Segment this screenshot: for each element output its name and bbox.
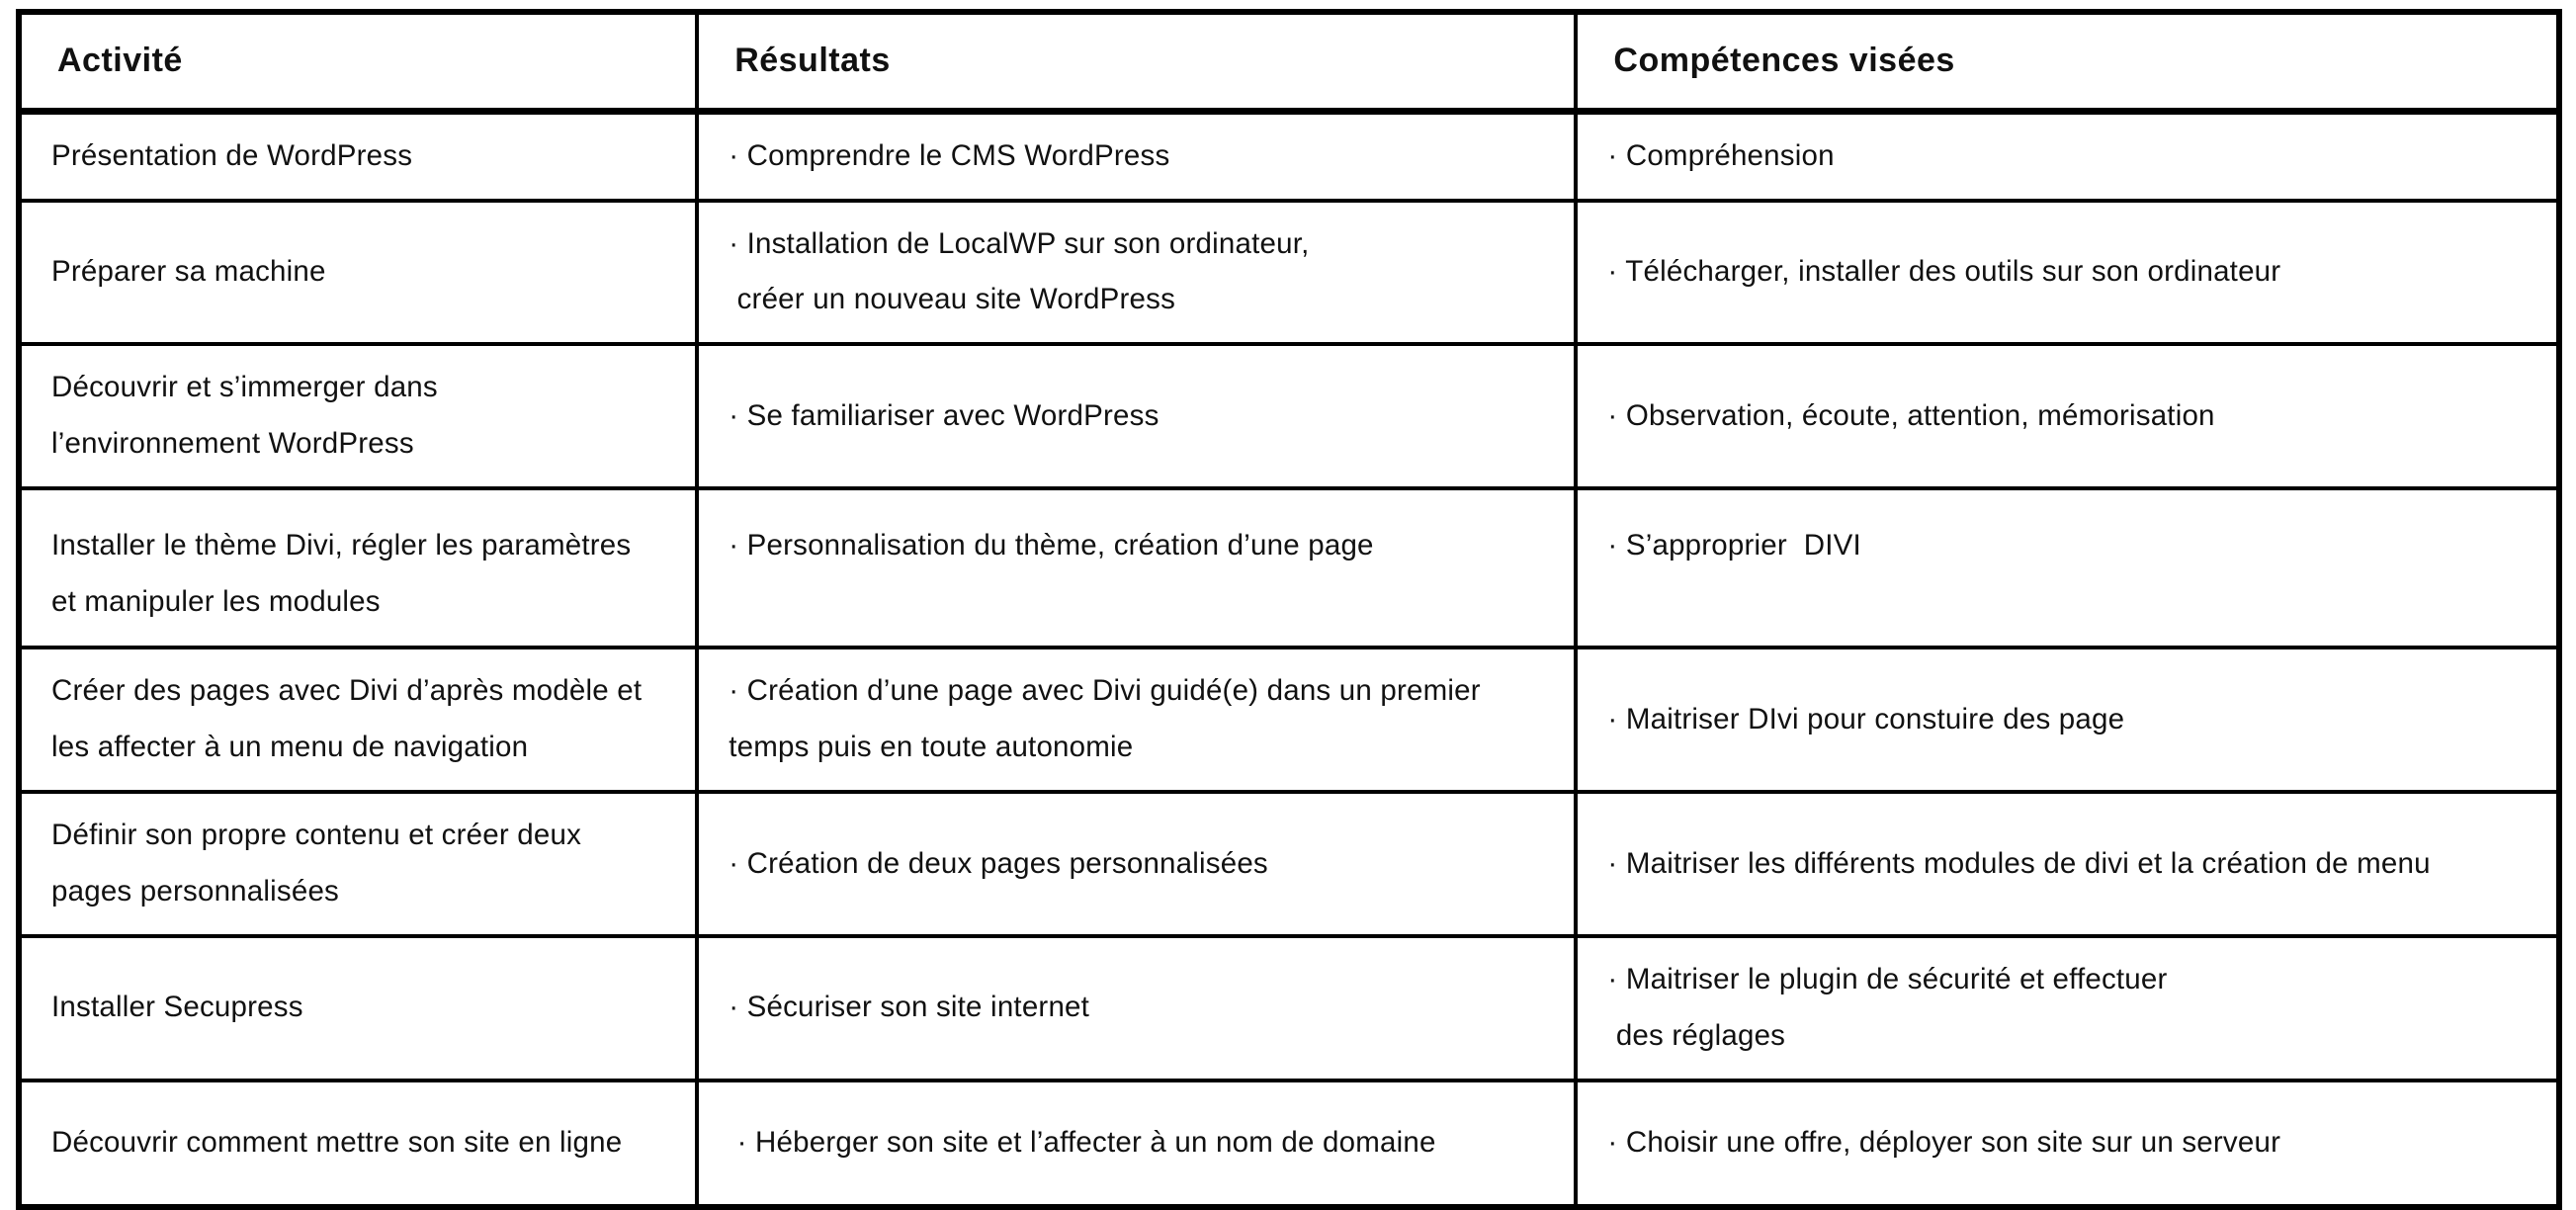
course-plan-table [16, 9, 2562, 1210]
cell-competences [1576, 936, 2559, 1080]
cell-activite [19, 201, 697, 345]
cell-resultats [697, 488, 1576, 648]
table-row [19, 111, 2559, 200]
header-resultats-label: Résultats [734, 42, 891, 79]
cell-text-line: des réglages [1607, 1018, 1786, 1052]
cell-text-line: · Choisir une offre, déployer son site sur un serveur [1607, 1125, 2281, 1159]
cell-text-line: · Comprendre le CMS WordPress [729, 138, 1170, 172]
cell-activite [19, 344, 697, 488]
cell-text-line: les affecter à un menu de navigation [51, 731, 529, 764]
cell-resultats [697, 1080, 1576, 1207]
cell-competences [1576, 344, 2559, 488]
cell-text-line: · Se familiariser avec WordPress [729, 398, 1159, 432]
cell-activite [19, 488, 697, 648]
cell-text-line: Découvrir et s’immerger dans [51, 371, 438, 404]
cell-text-line: · S’approprier DIVI [1607, 529, 1861, 562]
header-row [19, 12, 2559, 111]
cell-resultats [697, 344, 1576, 488]
cell-text-line: · Maitriser les différents modules de divi et la création de menu [1607, 846, 2431, 880]
table-row [19, 201, 2559, 345]
cell-text-line: Préparer sa machine [51, 254, 326, 288]
cell-text-line: Installer le thème Divi, régler les paramètres [51, 529, 632, 562]
cell-text-line: · Compréhension [1607, 138, 1835, 172]
cell-resultats [697, 201, 1576, 345]
cell-resultats [697, 936, 1576, 1080]
table-row [19, 792, 2559, 936]
cell-text-line: temps puis en toute autonomie [729, 731, 1134, 764]
cell-activite [19, 1080, 697, 1207]
cell-text-line: Découvrir comment mettre son site en ligne [51, 1125, 623, 1159]
cell-text-line: · Sécuriser son site internet [729, 991, 1090, 1024]
cell-text-line: Présentation de WordPress [51, 138, 413, 172]
cell-activite [19, 111, 697, 200]
cell-competences [1576, 648, 2559, 792]
cell-activite [19, 792, 697, 936]
cell-text-line: · Maitriser DIvi pour constuire des page [1607, 702, 2125, 735]
cell-text-line: · Héberger son site et l’affecter à un nom de domaine [729, 1125, 1436, 1159]
table-row [19, 488, 2559, 648]
cell-activite [19, 648, 697, 792]
cell-text-line: · Observation, écoute, attention, mémorisation [1607, 398, 2215, 432]
cell-text-line: l’environnement WordPress [51, 427, 414, 461]
cell-text-line: Installer Secupress [51, 991, 303, 1024]
cell-text-line: pages personnalisées [51, 874, 340, 908]
cell-competences [1576, 111, 2559, 200]
table-row [19, 936, 2559, 1080]
course-plan-table-container [16, 9, 2562, 1210]
table-row [19, 1080, 2559, 1207]
cell-text-line: · Personnalisation du thème, création d’une page [729, 529, 1374, 562]
header-competences-label: Compétences visées [1613, 42, 1955, 79]
cell-text-line: · Création de deux pages personnalisées [729, 846, 1268, 880]
cell-text-line: · Création d’une page avec Divi guidé(e) dans un premier [729, 674, 1481, 708]
cell-text-line: Créer des pages avec Divi d’après modèle et [51, 674, 643, 708]
cell-text-line: · Télécharger, installer des outils sur son ordinateur [1607, 254, 2281, 288]
header-activite [19, 12, 697, 111]
table-row [19, 648, 2559, 792]
cell-text-line: · Installation de LocalWP sur son ordinateur, [729, 226, 1310, 260]
cell-resultats [697, 792, 1576, 936]
cell-competences [1576, 1080, 2559, 1207]
cell-text-line: créer un nouveau site WordPress [729, 283, 1176, 316]
cell-text-line: · Maitriser le plugin de sécurité et effectuer [1607, 962, 2168, 995]
cell-competences [1576, 792, 2559, 936]
cell-activite [19, 936, 697, 1080]
table-row [19, 344, 2559, 488]
cell-text-line: Définir son propre contenu et créer deux [51, 819, 582, 852]
cell-competences [1576, 488, 2559, 648]
header-activite-label: Activité [57, 42, 183, 79]
cell-resultats [697, 648, 1576, 792]
table-body [19, 111, 2559, 1207]
cell-text-line: et manipuler les modules [51, 585, 381, 619]
header-resultats [697, 12, 1576, 111]
table-header [19, 12, 2559, 111]
cell-competences [1576, 201, 2559, 345]
cell-resultats [697, 111, 1576, 200]
header-competences [1576, 12, 2559, 111]
